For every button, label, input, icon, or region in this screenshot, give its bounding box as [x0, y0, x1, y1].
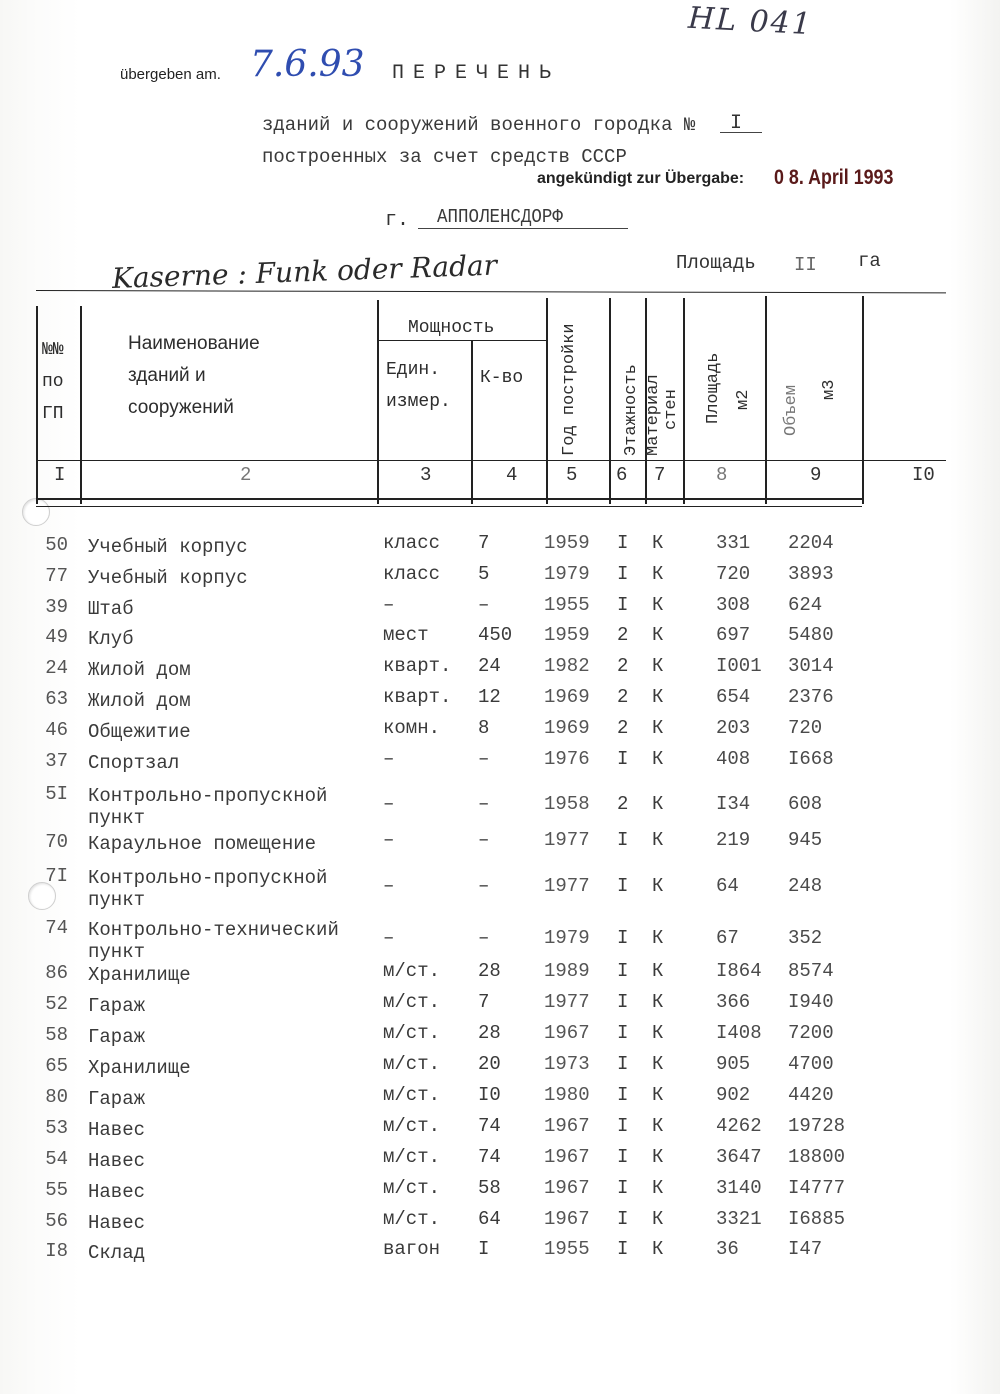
row-quantity: 7 — [478, 991, 490, 1013]
row-floors: I — [617, 991, 629, 1013]
header-material-line: стен — [662, 389, 681, 430]
row-floors: I — [617, 594, 629, 616]
row-gp-number: 53 — [45, 1117, 68, 1139]
column-divider — [609, 298, 611, 504]
row-floors: I — [617, 1115, 629, 1137]
header-area — [706, 353, 722, 424]
row-volume: 624 — [788, 594, 823, 616]
row-gp-number: 5I — [45, 783, 68, 805]
row-quantity: 8 — [478, 717, 490, 739]
row-volume: 945 — [788, 829, 823, 851]
row-building-name — [88, 785, 327, 829]
row-material: К — [652, 1084, 664, 1106]
row-area: 219 — [716, 829, 751, 851]
row-area: 67 — [716, 927, 739, 949]
row-area: 4262 — [716, 1115, 762, 1137]
row-unit: м/ст. — [383, 1208, 441, 1230]
column-number: 5 — [566, 464, 578, 486]
row-floors: I — [617, 1084, 629, 1106]
row-material: К — [652, 960, 664, 982]
document-title: ПЕРЕЧЕНЬ — [392, 62, 561, 85]
row-volume: 248 — [788, 875, 823, 897]
header-name-line: сооружений — [128, 397, 234, 418]
row-building-name-line: Навес — [88, 1119, 146, 1141]
row-volume: I4777 — [788, 1177, 846, 1199]
row-year: 1977 — [544, 829, 590, 851]
row-gp-number: 39 — [45, 596, 68, 618]
row-material: К — [652, 829, 664, 851]
row-unit: комн. — [383, 717, 441, 739]
row-unit: – — [383, 793, 395, 815]
row-year: 1979 — [544, 563, 590, 585]
row-building-name — [88, 1242, 145, 1264]
column-number: 7 — [654, 464, 666, 486]
row-floors: I — [617, 532, 629, 554]
header-gp — [42, 334, 64, 430]
row-gp-number: 56 — [45, 1210, 68, 1232]
row-quantity: 450 — [478, 624, 513, 646]
row-area: 3140 — [716, 1177, 762, 1199]
row-floors: I — [617, 1053, 629, 1075]
row-material: К — [652, 1115, 664, 1137]
row-unit: – — [383, 594, 395, 616]
row-quantity: 28 — [478, 1022, 501, 1044]
row-building-name-line: Учебный корпус — [88, 567, 248, 589]
row-building-name-line: Учебный корпус — [88, 536, 248, 558]
row-building-name — [88, 567, 248, 589]
row-quantity: – — [478, 875, 490, 897]
row-quantity: – — [478, 829, 490, 851]
row-volume: 608 — [788, 793, 823, 815]
row-volume: 3893 — [788, 563, 834, 585]
row-material: К — [652, 991, 664, 1013]
header-material-2 — [664, 389, 680, 430]
reference-code: HL 041 — [687, 0, 814, 43]
row-material: К — [652, 793, 664, 815]
row-unit: м/ст. — [383, 1053, 441, 1075]
header-capacity: Мощность — [408, 318, 495, 338]
row-floors: 2 — [617, 624, 629, 646]
row-unit: м/ст. — [383, 991, 441, 1013]
column-number: I0 — [912, 464, 935, 486]
row-quantity: I — [478, 1238, 490, 1260]
header-material — [646, 374, 662, 456]
row-area: I001 — [716, 655, 762, 677]
row-year: 1980 — [544, 1084, 590, 1106]
row-volume: 8574 — [788, 960, 834, 982]
row-material: К — [652, 717, 664, 739]
header-material-line: Материал — [644, 374, 663, 456]
row-volume: I940 — [788, 991, 834, 1013]
row-building-name — [88, 1057, 191, 1079]
row-material: К — [652, 1022, 664, 1044]
row-volume: I668 — [788, 748, 834, 770]
row-material: К — [652, 1053, 664, 1075]
row-building-name — [88, 1119, 145, 1141]
row-building-name — [88, 598, 134, 620]
row-year: 1977 — [544, 991, 590, 1013]
row-gp-number: 46 — [45, 719, 68, 741]
row-material: К — [652, 655, 664, 677]
row-unit: – — [383, 875, 395, 897]
row-area: 654 — [716, 686, 751, 708]
row-building-name — [88, 1181, 145, 1203]
row-floors: I — [617, 1177, 629, 1199]
column-number: I — [54, 464, 66, 486]
row-building-name-line: Контрольно-технический — [88, 919, 339, 941]
city-prefix: г. — [385, 209, 410, 232]
header-bottom-rule — [36, 460, 946, 461]
row-floors: I — [617, 563, 629, 585]
row-year: 1959 — [544, 624, 590, 646]
row-building-name-line: Жилой дом — [88, 690, 191, 712]
row-year: 1959 — [544, 532, 590, 554]
subtitle-line-1: зданий и сооружений военного городка № — [262, 114, 696, 136]
row-gp-number: 63 — [45, 688, 68, 710]
row-year: 1979 — [544, 927, 590, 949]
row-year: 1976 — [544, 748, 590, 770]
row-quantity: – — [478, 793, 490, 815]
row-year: 1969 — [544, 686, 590, 708]
row-area: 331 — [716, 532, 751, 554]
row-building-name — [88, 628, 134, 650]
row-building-name — [88, 964, 191, 986]
row-building-name — [88, 919, 339, 963]
row-year: 1967 — [544, 1146, 590, 1168]
row-unit: кварт. — [383, 686, 452, 708]
row-year: 1955 — [544, 594, 590, 616]
row-gp-number: 74 — [45, 917, 68, 939]
stamp-label: angekündigt zur Übergabe: — [537, 170, 745, 187]
row-building-name — [88, 867, 327, 911]
row-building-name — [88, 659, 191, 681]
row-quantity: 12 — [478, 686, 501, 708]
row-floors: I — [617, 927, 629, 949]
row-building-name-line: Жилой дом — [88, 659, 191, 681]
column-number: 2 — [240, 464, 252, 486]
header-unit-line: измер. — [386, 392, 451, 412]
row-year: 1977 — [544, 875, 590, 897]
row-gp-number: 50 — [45, 534, 68, 556]
row-material: К — [652, 563, 664, 585]
town-number: I — [730, 112, 743, 135]
town-number-underline — [720, 132, 762, 133]
row-volume: 19728 — [788, 1115, 846, 1137]
row-material: К — [652, 875, 664, 897]
column-divider — [765, 296, 767, 504]
row-volume: I47 — [788, 1238, 823, 1260]
row-quantity: – — [478, 748, 490, 770]
row-quantity: 20 — [478, 1053, 501, 1075]
row-volume: 18800 — [788, 1146, 846, 1168]
row-quantity: 74 — [478, 1146, 501, 1168]
row-volume: 352 — [788, 927, 823, 949]
row-gp-number: I8 — [45, 1240, 68, 1262]
row-gp-number: 65 — [45, 1055, 68, 1077]
row-area: 3647 — [716, 1146, 762, 1168]
row-volume: 4420 — [788, 1084, 834, 1106]
row-quantity: – — [478, 594, 490, 616]
row-material: К — [652, 927, 664, 949]
header-name — [128, 328, 260, 424]
row-unit: класс — [383, 532, 441, 554]
header-unit-line: Един. — [386, 360, 441, 380]
row-gp-number: 49 — [45, 626, 68, 648]
row-floors: I — [617, 748, 629, 770]
row-unit: м/ст. — [383, 1084, 441, 1106]
header-floors: Этажность — [622, 364, 641, 456]
row-area: 64 — [716, 875, 739, 897]
row-gp-number: 58 — [45, 1024, 68, 1046]
row-gp-number: 7I — [45, 865, 68, 887]
header-volume-unit — [822, 380, 838, 400]
row-building-name-line: Навес — [88, 1150, 146, 1172]
row-quantity: 64 — [478, 1208, 501, 1230]
row-building-name — [88, 995, 145, 1017]
area-unit: га — [858, 250, 881, 272]
row-material: К — [652, 1177, 664, 1199]
row-building-name-line: Клуб — [88, 628, 134, 650]
column-divider — [36, 306, 38, 504]
row-unit: класс — [383, 563, 441, 585]
row-building-name — [88, 1212, 145, 1234]
row-unit: мест — [383, 624, 429, 646]
row-material: К — [652, 624, 664, 646]
row-volume: 4700 — [788, 1053, 834, 1075]
row-building-name — [88, 690, 191, 712]
header-qty: К-во — [480, 368, 524, 388]
row-building-name-line: пункт — [88, 807, 146, 829]
row-volume: 2204 — [788, 532, 834, 554]
column-divider — [862, 296, 864, 504]
row-gp-number: 54 — [45, 1148, 68, 1170]
row-area: I864 — [716, 960, 762, 982]
row-quantity: 58 — [478, 1177, 501, 1199]
row-quantity: I0 — [478, 1084, 501, 1106]
row-building-name — [88, 833, 316, 855]
column-divider — [377, 300, 379, 504]
row-floors: 2 — [617, 655, 629, 677]
row-unit: – — [383, 927, 395, 949]
row-area: 720 — [716, 563, 751, 585]
row-gp-number: 77 — [45, 565, 68, 587]
header-area-line: м2 — [734, 389, 753, 410]
row-building-name-line: Гараж — [88, 1026, 146, 1048]
row-volume: 3014 — [788, 655, 834, 677]
column-numbers-rule-2 — [36, 506, 862, 507]
row-building-name-line: Штаб — [88, 598, 134, 620]
row-quantity: 7 — [478, 532, 490, 554]
row-area: I408 — [716, 1022, 762, 1044]
row-year: 1969 — [544, 717, 590, 739]
header-volume — [784, 385, 800, 436]
row-building-name — [88, 1150, 145, 1172]
handed-over-label: übergeben am. — [120, 66, 221, 83]
row-area: 902 — [716, 1084, 751, 1106]
row-building-name-line: Склад — [88, 1242, 146, 1264]
column-divider — [80, 306, 82, 504]
row-material: К — [652, 686, 664, 708]
row-building-name-line: Навес — [88, 1212, 146, 1234]
row-area: 366 — [716, 991, 751, 1013]
row-year: 1967 — [544, 1177, 590, 1199]
handed-over-date: 7.6.93 — [250, 44, 365, 85]
row-quantity: – — [478, 927, 490, 949]
row-year: 1955 — [544, 1238, 590, 1260]
row-area: 203 — [716, 717, 751, 739]
row-year: 1982 — [544, 655, 590, 677]
column-divider — [546, 298, 548, 504]
row-building-name-line: Гараж — [88, 1088, 146, 1110]
row-floors: I — [617, 875, 629, 897]
city-underline — [418, 228, 628, 229]
column-number: 9 — [810, 464, 822, 486]
row-quantity: 24 — [478, 655, 501, 677]
row-year: 1967 — [544, 1208, 590, 1230]
row-floors: I — [617, 1146, 629, 1168]
row-building-name-line: пункт — [88, 889, 146, 911]
header-gp-line: ГП — [42, 404, 64, 424]
column-number: 3 — [420, 464, 432, 486]
row-year: 1973 — [544, 1053, 590, 1075]
row-quantity: 5 — [478, 563, 490, 585]
row-year: 1967 — [544, 1115, 590, 1137]
row-floors: I — [617, 1238, 629, 1260]
subtitle-line-2: построенных за счет средств СССР — [262, 146, 627, 168]
row-building-name-line: Хранилище — [88, 964, 191, 986]
row-building-name-line: Хранилище — [88, 1057, 191, 1079]
row-unit: м/ст. — [383, 960, 441, 982]
row-volume: 720 — [788, 717, 823, 739]
row-unit: – — [383, 748, 395, 770]
row-building-name-line: Гараж — [88, 995, 146, 1017]
column-number: 8 — [716, 464, 728, 486]
row-building-name — [88, 752, 179, 774]
row-unit: – — [383, 829, 395, 851]
row-year: 1967 — [544, 1022, 590, 1044]
row-year: 1989 — [544, 960, 590, 982]
row-floors: 2 — [617, 717, 629, 739]
header-volume-line: Объем — [782, 384, 801, 436]
row-building-name-line: Караульное помещение — [88, 833, 317, 855]
stamp-date: 0 8. April 1993 — [774, 166, 894, 189]
row-gp-number: 52 — [45, 993, 68, 1015]
row-floors: I — [617, 1208, 629, 1230]
header-area-line: Площадь — [704, 352, 723, 424]
row-building-name — [88, 1026, 145, 1048]
row-building-name-line: Контрольно-пропускной — [88, 867, 328, 889]
row-volume: 5480 — [788, 624, 834, 646]
row-unit: м/ст. — [383, 1022, 441, 1044]
city-name: АППОЛЕНСДОРФ — [437, 206, 563, 228]
header-gp-line: по — [42, 372, 64, 392]
row-gp-number: 86 — [45, 962, 68, 984]
row-gp-number: 24 — [45, 657, 68, 679]
row-floors: I — [617, 829, 629, 851]
area-label: Площадь — [676, 252, 756, 274]
row-area: 905 — [716, 1053, 751, 1075]
row-floors: 2 — [617, 793, 629, 815]
row-material: К — [652, 1238, 664, 1260]
row-building-name-line: Спортзал — [88, 752, 180, 774]
column-divider — [683, 298, 685, 504]
row-volume: 2376 — [788, 686, 834, 708]
row-unit: м/ст. — [383, 1115, 441, 1137]
row-building-name — [88, 536, 248, 558]
row-building-name-line: пункт — [88, 941, 146, 963]
row-gp-number: 70 — [45, 831, 68, 853]
row-year: 1958 — [544, 793, 590, 815]
row-unit: м/ст. — [383, 1146, 441, 1168]
row-building-name-line: Контрольно-пропускной — [88, 785, 328, 807]
row-material: К — [652, 748, 664, 770]
row-area: 3321 — [716, 1208, 762, 1230]
row-building-name-line: Общежитие — [88, 721, 191, 743]
column-number: 4 — [506, 464, 518, 486]
row-unit: кварт. — [383, 655, 452, 677]
area-value: II — [794, 254, 817, 276]
row-gp-number: 80 — [45, 1086, 68, 1108]
row-area: I34 — [716, 793, 751, 815]
row-unit: м/ст. — [383, 1177, 441, 1199]
row-material: К — [652, 1146, 664, 1168]
row-area: 308 — [716, 594, 751, 616]
row-floors: I — [617, 960, 629, 982]
row-floors: I — [617, 1022, 629, 1044]
row-material: К — [652, 594, 664, 616]
column-numbers-rule — [36, 498, 862, 500]
row-building-name-line: Навес — [88, 1181, 146, 1203]
row-volume: 7200 — [788, 1022, 834, 1044]
row-area: 408 — [716, 748, 751, 770]
row-quantity: 28 — [478, 960, 501, 982]
row-material: К — [652, 1208, 664, 1230]
row-material: К — [652, 532, 664, 554]
column-number: 6 — [616, 464, 628, 486]
row-gp-number: 37 — [45, 750, 68, 772]
row-building-name — [88, 1088, 145, 1110]
row-floors: 2 — [617, 686, 629, 708]
row-area: 697 — [716, 624, 751, 646]
header-unit — [386, 354, 451, 418]
header-name-line: Наименование — [128, 333, 260, 354]
header-name-line: зданий и — [128, 365, 206, 386]
header-area-unit — [736, 390, 752, 410]
row-unit: вагон — [383, 1238, 441, 1260]
header-gp-line: №№ — [42, 340, 64, 360]
row-volume: I6885 — [788, 1208, 846, 1230]
handwritten-note: Kaserne : Funk oder Radar — [111, 248, 498, 295]
row-quantity: 74 — [478, 1115, 501, 1137]
header-year: Год постройки — [560, 323, 579, 456]
row-area: 36 — [716, 1238, 739, 1260]
header-volume-line: м3 — [820, 379, 839, 400]
row-building-name — [88, 721, 191, 743]
column-divider — [471, 340, 473, 504]
row-gp-number: 55 — [45, 1179, 68, 1201]
